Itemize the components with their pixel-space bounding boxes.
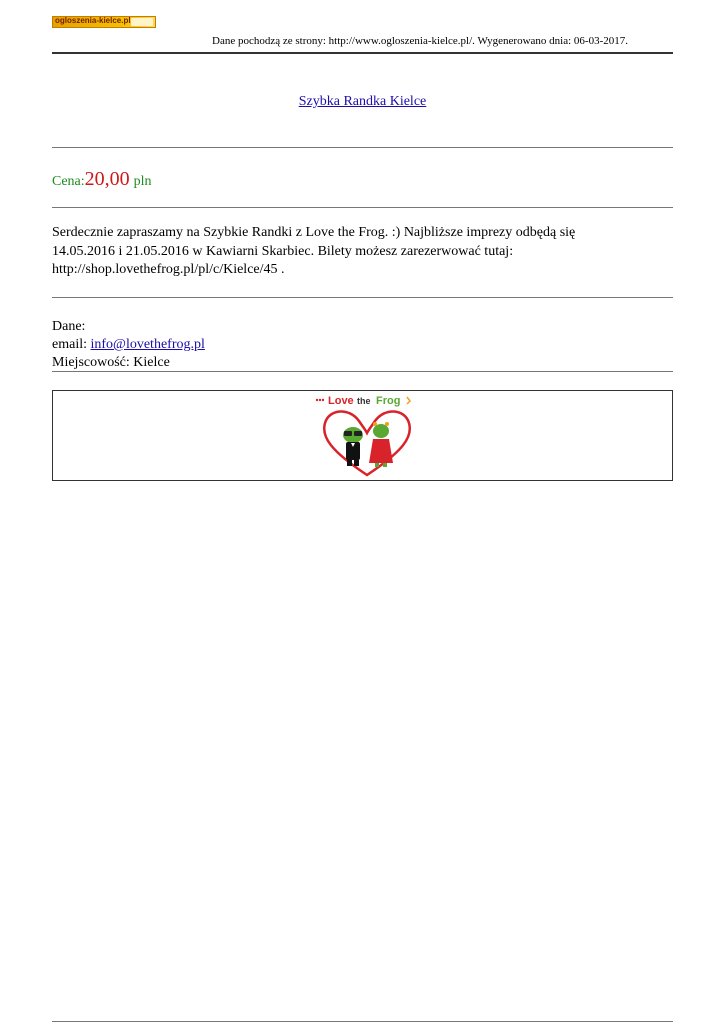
- brand-wordmark: [316, 395, 410, 407]
- description-divider: [52, 297, 673, 298]
- price-line: [52, 168, 152, 191]
- svg-text:Frog: Frog: [376, 395, 401, 407]
- description-line: http://shop.lovethefrog.pl/pl/c/Kielce/45 .: [52, 262, 285, 277]
- title-divider: [52, 147, 673, 148]
- price-value: 20,00: [84, 168, 130, 190]
- contact-heading: Dane:: [52, 319, 86, 334]
- price-label: Cena:: [52, 174, 85, 189]
- listing-title-link[interactable]: Szybka Randka Kielce: [298, 94, 427, 109]
- price-divider: [52, 207, 673, 208]
- listing-image-box: [52, 390, 673, 481]
- listing-description: [52, 224, 652, 280]
- site-logo[interactable]: [52, 16, 156, 28]
- description-line: 14.05.2016 i 21.05.2016 w Kawiarni Skarbiec. Bilety możesz zarezerwować tutaj:: [52, 243, 514, 259]
- price-currency: pln: [133, 174, 152, 189]
- footer-divider: [52, 1021, 673, 1022]
- heart-icon: [324, 411, 410, 475]
- email-link[interactable]: info@lovethefrog.pl: [90, 337, 205, 352]
- site-logo-badge: [131, 18, 153, 26]
- header-divider: [52, 52, 673, 54]
- contact-email-line: [52, 336, 205, 354]
- svg-text:the: the: [357, 396, 371, 406]
- city-line: Miejscowość: Kielce: [52, 355, 170, 370]
- svg-text:Love: Love: [328, 395, 354, 407]
- love-the-frog-logo-image: [311, 391, 423, 479]
- site-logo-text: ogloszenia-kielce.pl: [55, 16, 131, 25]
- contact-divider: [52, 371, 673, 372]
- description-line: Serdecznie zapraszamy na Szybkie Randki z Love the Frog. :) Najbliższe imprezy odbędą się: [52, 225, 576, 240]
- email-label: email:: [52, 337, 91, 352]
- contact-block: [52, 318, 205, 372]
- source-note: Dane pochodzą ze strony: http://www.ogloszenia-kielce.pl/. Wygenerowano dnia: 06-03-2017.: [212, 35, 628, 47]
- frog-bride-icon: [369, 422, 393, 467]
